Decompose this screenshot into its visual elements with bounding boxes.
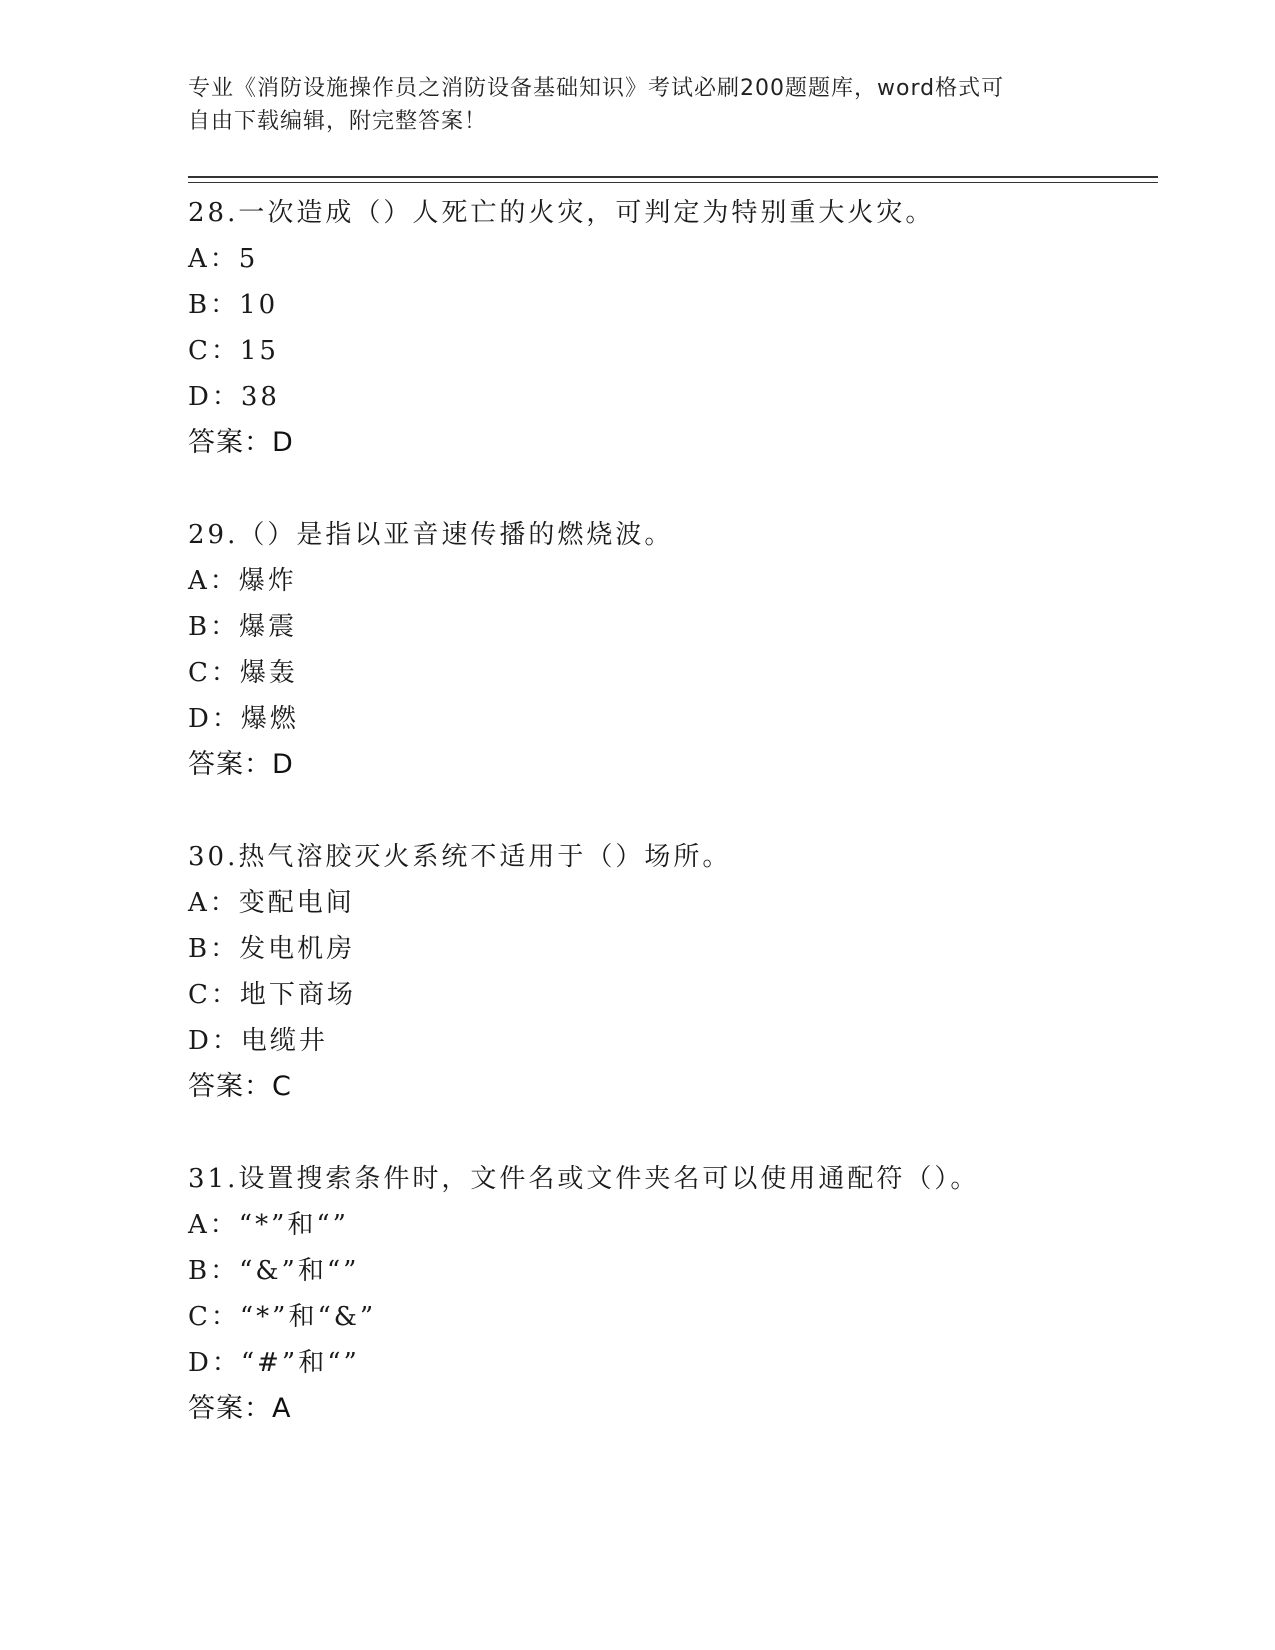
option-a: A：变配电间 <box>188 888 355 918</box>
question-stem: 31.设置搜索条件时，文件名或文件夹名可以使用通配符（）。 <box>188 1164 980 1194</box>
document-header <box>188 72 1088 138</box>
option-a: A：“*”和“” <box>188 1210 349 1240</box>
answer: 答案：C <box>188 1071 292 1102</box>
option-a: A：爆炸 <box>188 566 297 596</box>
question-29 <box>188 512 1168 788</box>
option-d: D：“#”和“” <box>188 1348 360 1378</box>
option-a: A：5 <box>188 244 259 274</box>
question-stem: 30.热气溶胶灭火系统不适用于（）场所。 <box>188 842 732 872</box>
answer: 答案：D <box>188 427 294 458</box>
option-b: B：10 <box>188 290 279 320</box>
header-divider-top <box>188 176 1158 178</box>
option-b: B：发电机房 <box>188 934 356 964</box>
question-list <box>188 190 1168 1478</box>
option-d: D：爆燃 <box>188 704 299 734</box>
answer: 答案：A <box>188 1393 292 1424</box>
option-c: C：15 <box>188 336 279 366</box>
option-c: C：地下商场 <box>188 980 356 1010</box>
option-d: D：38 <box>188 382 280 412</box>
option-b: B：爆震 <box>188 612 298 642</box>
header-line-2: 自由下载编辑，附完整答案！ <box>188 109 488 134</box>
option-c: C：“*”和“&” <box>188 1302 377 1332</box>
option-b: B：“&”和“” <box>188 1256 360 1286</box>
option-d: D：电缆井 <box>188 1026 328 1056</box>
question-stem: 29.（）是指以亚音速传播的燃烧波。 <box>188 520 674 550</box>
question-30 <box>188 834 1168 1110</box>
header-line-1: 专业《消防设施操作员之消防设备基础知识》考试必刷200题题库，word格式可 <box>188 76 1005 101</box>
question-28 <box>188 190 1168 466</box>
question-31 <box>188 1156 1168 1432</box>
option-c: C：爆轰 <box>188 658 298 688</box>
header-divider-bottom <box>188 182 1158 183</box>
answer: 答案：D <box>188 749 294 780</box>
question-stem: 28.一次造成（）人死亡的火灾，可判定为特别重大火灾。 <box>188 198 935 228</box>
